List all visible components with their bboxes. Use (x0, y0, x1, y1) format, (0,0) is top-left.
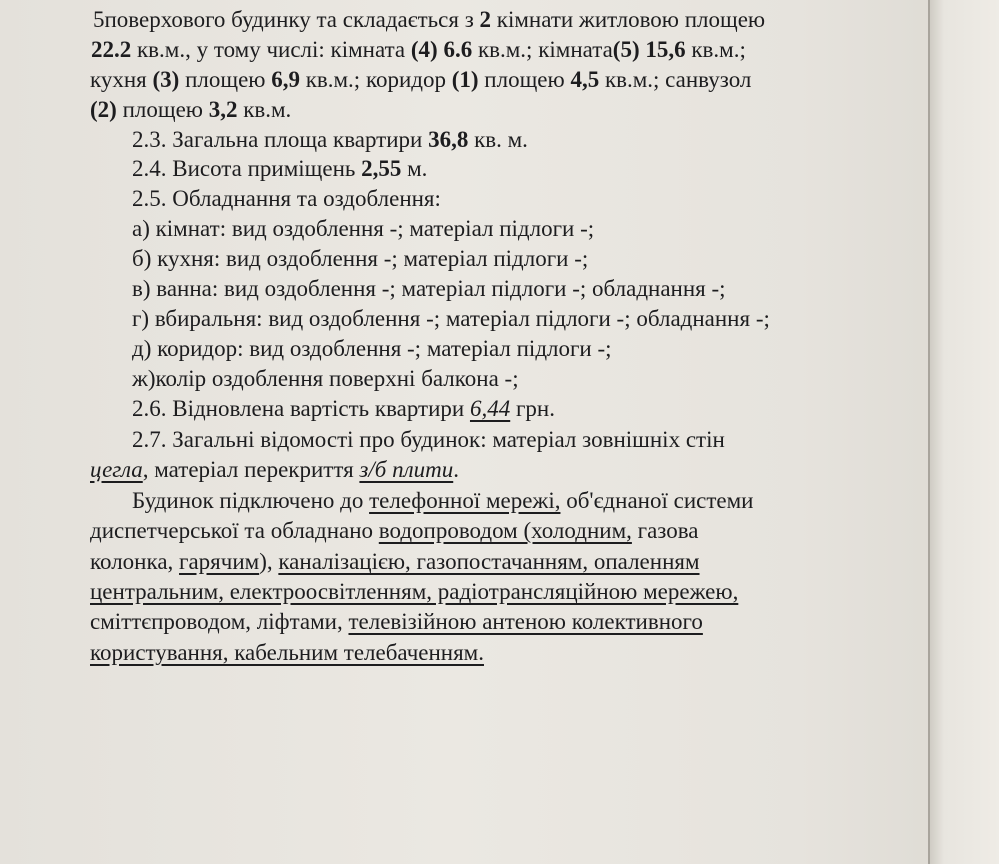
line-15-text: 2.7. Загальні відомості про будинок: матеріал зовнішніх стін (132, 427, 725, 452)
line-20-text: центральним, електроосвітленням, радіотрансляційною мережею, (90, 579, 739, 604)
tv-antenna: телевізійною антеною колективного (348, 609, 703, 634)
line-2-text: кв.м., у тому числі: кімната (131, 37, 411, 62)
line-4 (90, 95, 291, 124)
unit-text: кв.м. (237, 97, 292, 122)
line-17-tail: об'єднаної системи (560, 488, 754, 513)
room-5-area: (5) 15,6 (612, 37, 686, 62)
total-area-unit: кв. м. (468, 127, 528, 152)
line-17 (132, 486, 753, 515)
value-label: 2.6. Відновлена вартість квартири (132, 396, 470, 421)
line-18-tail: газова (631, 518, 699, 543)
living-area: 22.2 (91, 37, 132, 62)
corridor-num: (1) (451, 67, 479, 92)
floor-material: з/б плити (359, 457, 454, 482)
line-21 (90, 607, 703, 636)
line-2-text-b: кв.м.; кімната (472, 37, 613, 62)
line-5-total-area (132, 125, 528, 154)
line-19-text: колонка, (90, 549, 180, 574)
line-12: д) коридор: вид оздоблення -; матеріал підлоги -; (132, 336, 612, 361)
area-word-c: площею (116, 97, 209, 122)
total-area-value: 36,8 (428, 127, 469, 152)
line-9: б) кухня: вид оздоблення -; матеріал підлоги -; (132, 246, 589, 271)
paren: ), (259, 549, 279, 574)
line-21-text: сміттєпроводом, ліфтами, (90, 609, 349, 634)
line-16 (90, 455, 459, 484)
line-14-value (132, 394, 555, 423)
line-18 (90, 516, 699, 545)
hot-water: гарячим (179, 549, 260, 574)
line-19 (90, 547, 700, 576)
corridor-label: кв.м.; коридор (299, 67, 452, 92)
line-20 (90, 577, 738, 606)
line-1-tail: кімнати житловою площею (491, 7, 766, 32)
line-1-text: 5поверхового будинку та складається з (93, 7, 480, 32)
line-13: ж)колір оздоблення поверхні балкона -; (132, 366, 519, 391)
line-22 (90, 638, 484, 667)
telephone-network: телефонної мережі, (369, 488, 561, 513)
kitchen-num: (3) (152, 67, 180, 92)
line-1 (93, 5, 765, 34)
line-7: 2.5. Обладнання та оздоблення: (132, 186, 441, 211)
line-10: в) ванна: вид оздоблення -; матеріал підлоги -; обладнання -; (132, 276, 726, 301)
wall-material: цегла (90, 457, 143, 482)
line-8: а) кімнат: вид оздоблення -; матеріал підлоги -; (132, 216, 595, 241)
bathroom-num: (2) (90, 97, 117, 122)
bathroom-label: кв.м.; санвузол (599, 67, 752, 92)
line-18-text: диспетчерської та обладнано (90, 518, 379, 543)
corridor-area: 4,5 (570, 67, 600, 92)
floor-label: , матеріал перекриття (142, 457, 360, 482)
area-word: площею (179, 67, 272, 92)
line-6-ceiling-height (132, 154, 427, 183)
room-4-area: (4) 6.6 (410, 37, 473, 62)
height-value: 2,55 (361, 156, 402, 181)
line-22-text: користування, кабельним телебаченням. (90, 640, 484, 665)
line-17-text: Будинок підключено до (132, 488, 370, 513)
area-word-b: площею (478, 67, 571, 92)
period: . (453, 457, 459, 482)
line-15 (132, 425, 880, 454)
line-3 (90, 65, 751, 94)
line-11: г) вбиральня: вид оздоблення -; матеріал підлоги -; обладнання -; (132, 306, 770, 331)
height-unit: м. (401, 156, 428, 181)
total-area-label: 2.3. Загальна площа квартири (132, 127, 429, 152)
currency: грн. (510, 396, 555, 421)
room-count: 2 (479, 7, 492, 32)
line-2-tail: кв.м.; (685, 37, 746, 62)
utilities: каналізацією, газопостачанням, опаленням (278, 549, 700, 574)
kitchen-area: 6,9 (271, 67, 300, 92)
kitchen-label: кухня (90, 67, 153, 92)
bathroom-area: 3,2 (208, 97, 238, 122)
height-label: 2.4. Висота приміщень (132, 156, 362, 181)
line-2 (91, 35, 746, 64)
water-supply: водопроводом (холодним, (378, 518, 632, 543)
restored-value: 6,44 (469, 396, 511, 421)
